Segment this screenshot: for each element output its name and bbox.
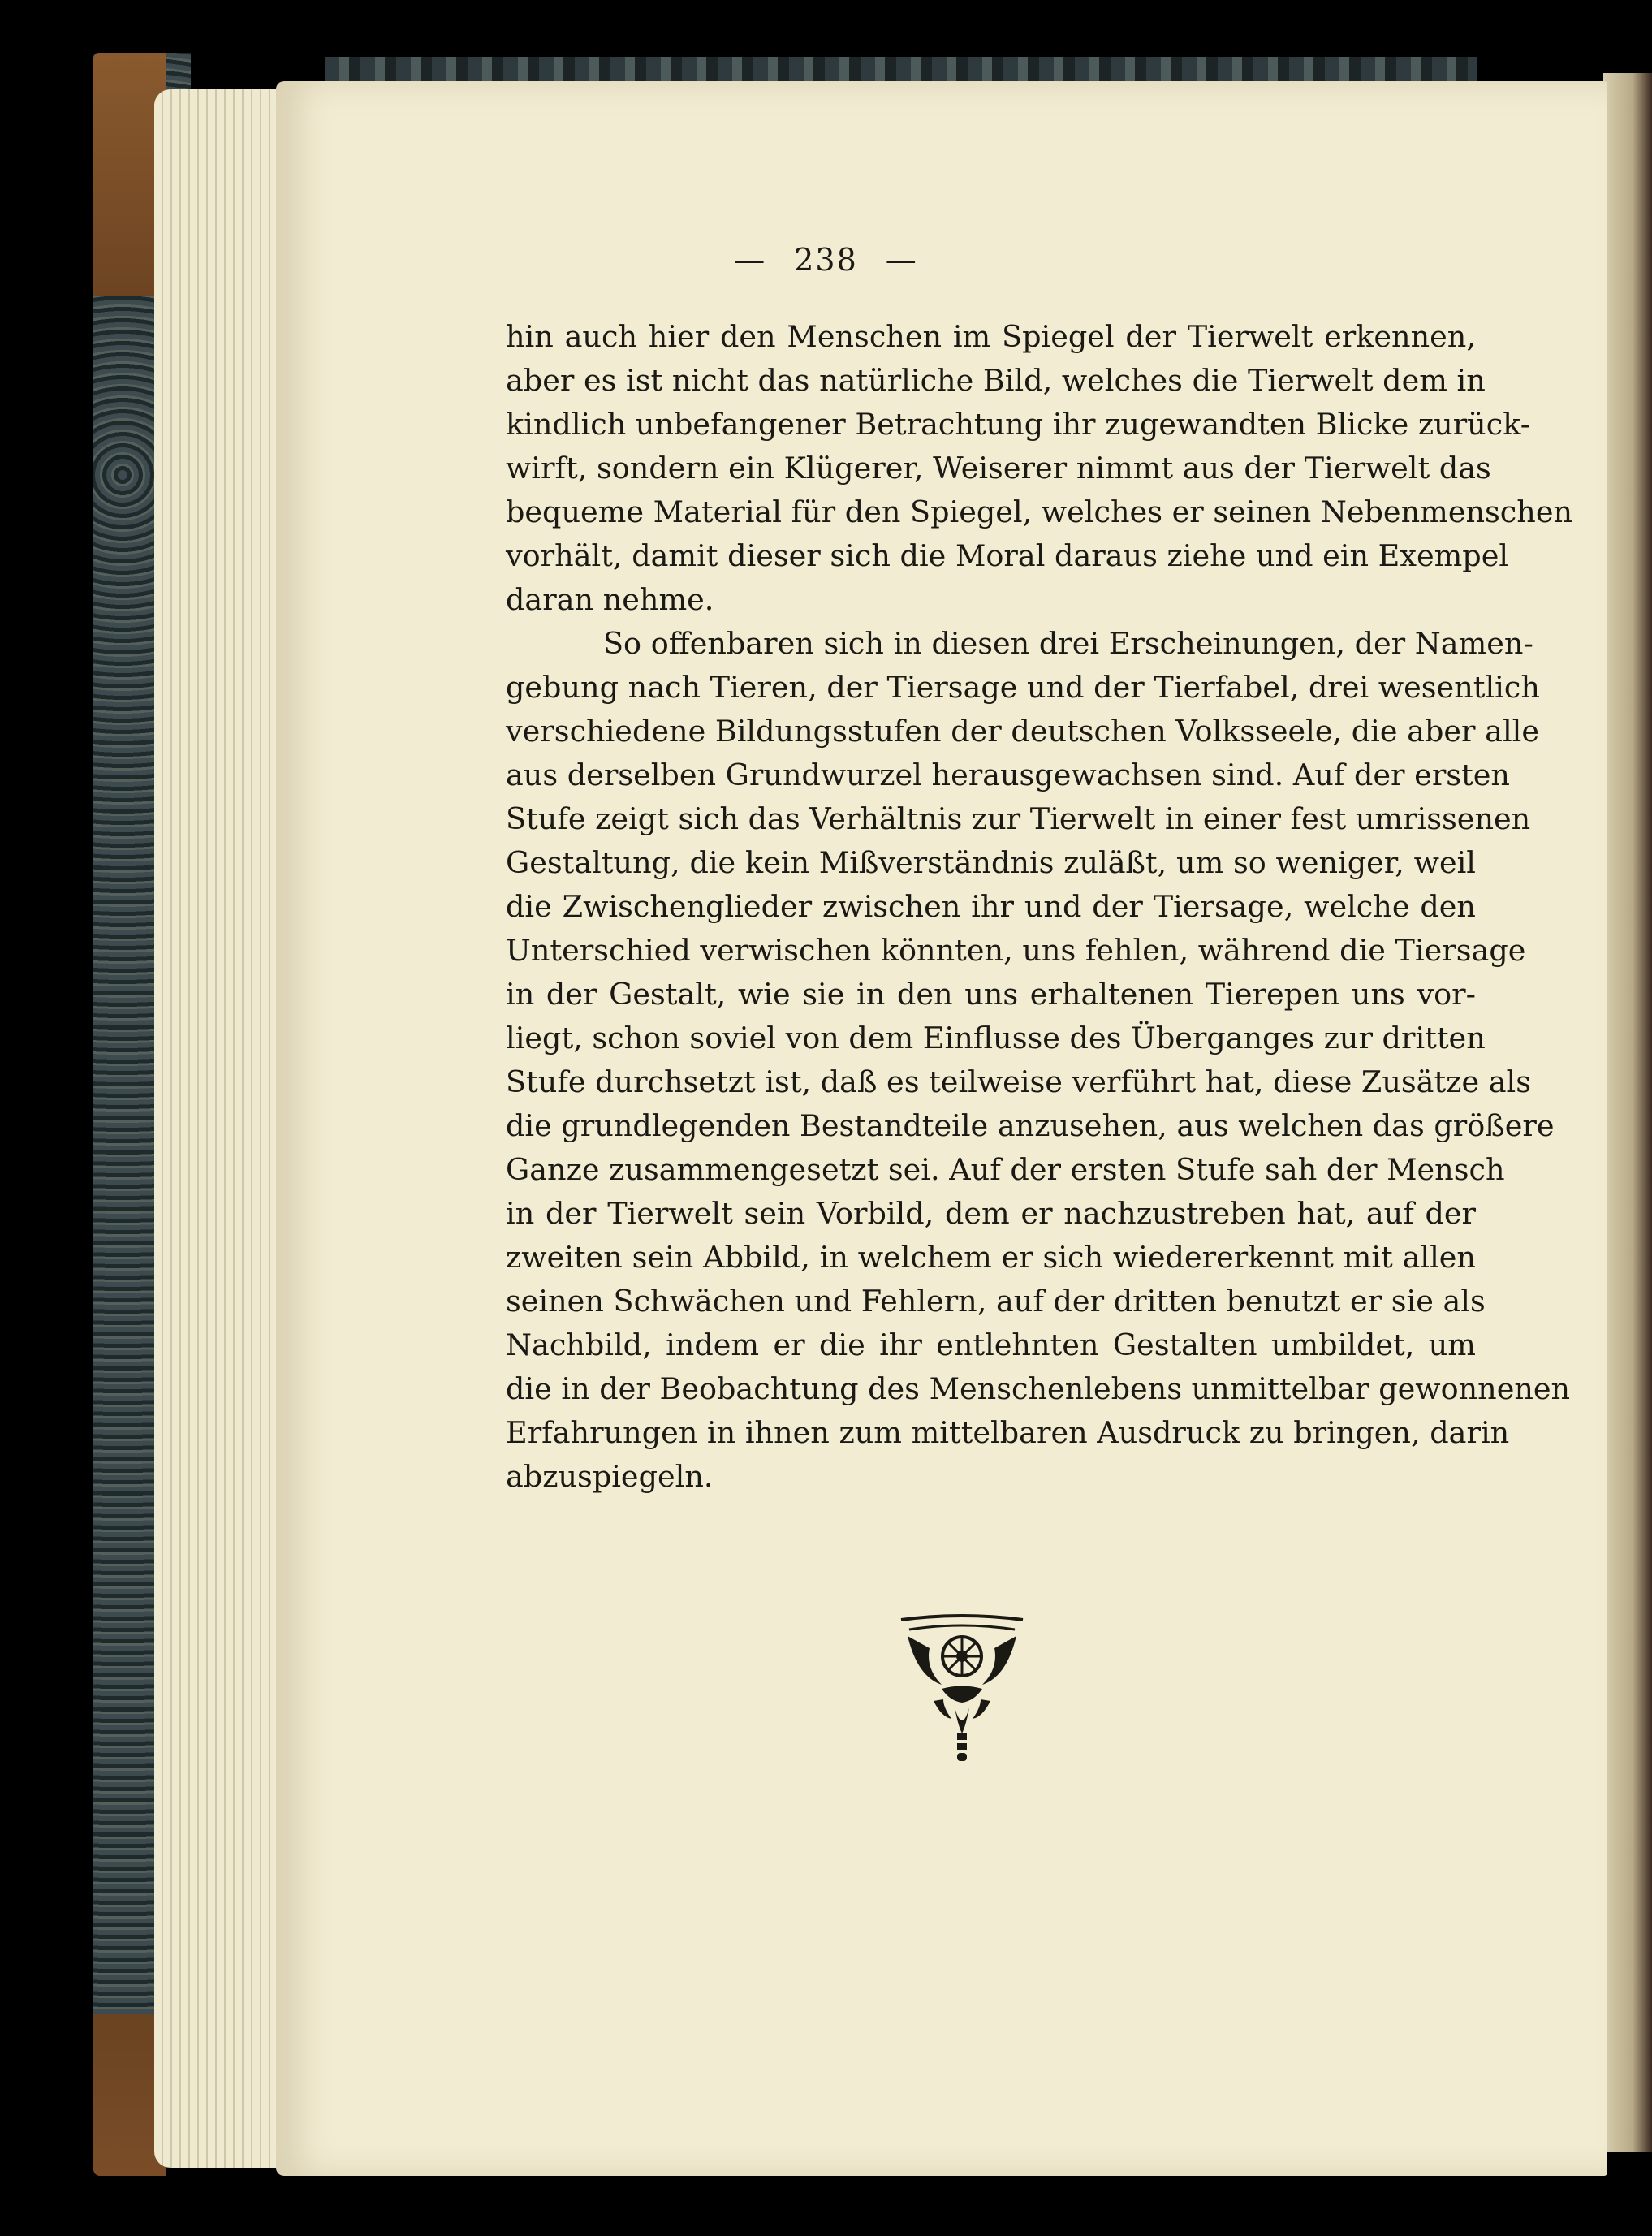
text-line: Gestaltung, die kein Mißverständnis zuläßt, um so weniger, weil [506, 845, 1476, 880]
text-line: hin auch hier den Menschen im Spiegel der Tierwelt erkennen, [506, 319, 1476, 354]
text-line: aus derselben Grundwurzel herausgewachsen sind. Auf der ersten [506, 758, 1510, 792]
right-page-edge [1603, 73, 1652, 2152]
text-line: abzuspiegeln. [506, 1459, 714, 1494]
text-line: zweiten sein Abbild, in welchem er sich wiedererkennt mit allen [506, 1240, 1476, 1275]
text-line: Stufe zeigt sich das Verhältnis zur Tierwelt in einer fest umrissenen [506, 801, 1531, 836]
text-line: gebung nach Tieren, der Tiersage und der Tierfabel, drei wesentlich [506, 670, 1540, 705]
text-line: So offenbaren sich in diesen drei Erscheinungen, der Namen- [603, 626, 1533, 661]
text-line: die Zwischenglieder zwischen ihr und der Tiersage, welche den [506, 889, 1476, 924]
text-line: seinen Schwächen und Fehlern, auf der dritten benutzt er sie als [506, 1284, 1486, 1319]
text-line: die grundlegenden Bestandteile anzusehen, aus welchen das größere [506, 1108, 1555, 1143]
paragraph [506, 315, 1573, 622]
text-line: Unterschied verwischen könnten, uns fehlen, während die Tiersage [506, 933, 1526, 968]
text-line: daran nehme. [506, 582, 714, 617]
text-line: vorhält, damit dieser sich die Moral daraus ziehe und ein Exempel [506, 538, 1509, 573]
floral-tailpiece-icon [893, 1612, 1031, 1766]
text-line: wirft, sondern ein Klügerer, Weiserer nimmt aus der Tierwelt das [506, 451, 1491, 486]
text-line: verschiedene Bildungsstufen der deutschen Volksseele, die aber alle [506, 714, 1539, 749]
page-number-dash-right: — [885, 242, 918, 278]
text-line: die in der Beobachtung des Menschenlebens unmittelbar gewonnenen [506, 1371, 1571, 1406]
body-text [506, 315, 1573, 1499]
page-number-dash-left: — [734, 242, 767, 278]
text-line: aber es ist nicht das natürliche Bild, welches die Tierwelt dem in [506, 363, 1486, 398]
text-line: liegt, schon soviel von dem Einflusse des Überganges zur dritten [506, 1021, 1486, 1055]
text-line: bequeme Material für den Spiegel, welches er seinen Nebenmenschen [506, 494, 1573, 529]
text-line: Erfahrungen in ihnen zum mittelbaren Ausdruck zu bringen, darin [506, 1415, 1510, 1450]
text-line: in der Tierwelt sein Vorbild, dem er nachzustreben hat, auf der [506, 1196, 1476, 1231]
text-line: Nachbild, indem er die ihr entlehnten Gestalten umbildet, um [506, 1327, 1476, 1362]
paragraph [506, 622, 1571, 1499]
page-number [0, 242, 1652, 278]
text-line: Stufe durchsetzt ist, daß es teilweise verführt hat, diese Zusätze als [506, 1064, 1531, 1099]
text-line: kindlich unbefangener Betrachtung ihr zugewandten Blicke zurück- [506, 407, 1531, 442]
text-line: Ganze zusammengesetzt sei. Auf der ersten Stufe sah der Mensch [506, 1152, 1505, 1187]
page-number-value: 238 [794, 242, 858, 278]
text-line: in der Gestalt, wie sie in den uns erhaltenen Tierepen uns vor- [506, 977, 1476, 1012]
page-stack-edges [154, 89, 292, 2168]
